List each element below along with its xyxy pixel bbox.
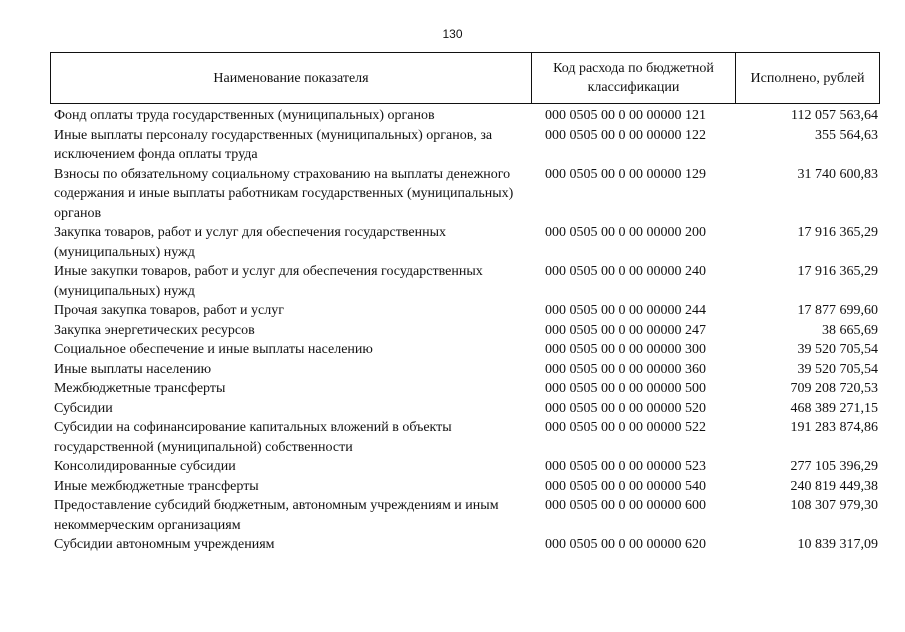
row-code: 000 0505 00 0 00 00000 600 xyxy=(545,498,706,513)
row-executed: 17 916 365,29 xyxy=(797,264,878,279)
row-code: 000 0505 00 0 00 00000 121 xyxy=(545,108,706,123)
row-code: 000 0505 00 0 00 00000 200 xyxy=(545,225,706,240)
row-name: Взносы по обязательному социальному страхованию на выплаты денежного содержания и иные выплаты работникам государственных (муниципальных) органов xyxy=(54,166,514,221)
row-name: Закупка товаров, работ и услуг для обеспечения государственных (муниципальных) нужд xyxy=(54,225,447,260)
row-name: Субсидии на софинансирование капитальных вложений в объекты государственной (муниципальной) собственности xyxy=(54,420,452,455)
table-row xyxy=(50,321,880,341)
row-code: 000 0505 00 0 00 00000 247 xyxy=(545,322,706,338)
table-row xyxy=(50,223,880,262)
row-code: 000 0505 00 0 00 00000 620 xyxy=(545,537,706,552)
row-code: 000 0505 00 0 00 00000 520 xyxy=(545,400,706,416)
row-executed: 277 105 396,29 xyxy=(790,459,878,474)
row-code: 000 0505 00 0 00 00000 244 xyxy=(545,303,706,318)
row-code: 000 0505 00 0 00 00000 122 xyxy=(545,127,706,143)
row-executed: 17 877 699,60 xyxy=(797,303,878,318)
table-row xyxy=(50,457,880,477)
row-name: Субсидии автономным учреждениям xyxy=(54,537,275,552)
row-name: Иные закупки товаров, работ и услуг для обеспечения государственных (муниципальных) нужд xyxy=(54,264,483,299)
page-number: 130 xyxy=(442,27,463,41)
row-code: 000 0505 00 0 00 00000 129 xyxy=(545,166,706,182)
row-name: Иные выплаты населению xyxy=(54,361,212,377)
row-code: 000 0505 00 0 00 00000 240 xyxy=(545,264,706,279)
table-row xyxy=(50,301,880,321)
row-executed: 31 740 600,83 xyxy=(797,166,878,182)
row-name: Межбюджетные трансферты xyxy=(54,381,226,396)
row-code: 000 0505 00 0 00 00000 500 xyxy=(545,381,706,396)
row-name: Социальное обеспечение и иные выплаты населению xyxy=(54,342,373,357)
row-name: Закупка энергетических ресурсов xyxy=(54,322,255,338)
row-code: 000 0505 00 0 00 00000 523 xyxy=(545,459,706,474)
row-code: 000 0505 00 0 00 00000 540 xyxy=(545,478,706,494)
row-name: Субсидии xyxy=(54,400,113,416)
row-name: Иные межбюджетные трансферты xyxy=(54,478,259,494)
header-name: Наименование показателя xyxy=(51,53,532,103)
row-executed: 39 520 705,54 xyxy=(797,361,878,377)
table-row xyxy=(50,379,880,399)
row-executed: 108 307 979,30 xyxy=(790,498,878,513)
row-name: Предоставление субсидий бюджетным, автономным учреждениям и иным некоммерческим организациям xyxy=(54,498,499,533)
table-row xyxy=(50,535,880,555)
row-code: 000 0505 00 0 00 00000 300 xyxy=(545,342,706,357)
row-executed: 468 389 271,15 xyxy=(790,400,878,416)
table-body xyxy=(50,106,880,555)
header-code: Код расхода по бюджетной классификации xyxy=(532,53,736,103)
row-name: Фонд оплаты труда государственных (муниципальных) органов xyxy=(54,108,435,123)
row-name: Консолидированные субсидии xyxy=(54,459,236,474)
table-row xyxy=(50,262,880,301)
row-executed: 191 283 874,86 xyxy=(790,420,878,435)
table-row xyxy=(50,477,880,497)
table-row xyxy=(50,496,880,535)
row-executed: 38 665,69 xyxy=(822,322,878,338)
row-name: Прочая закупка товаров, работ и услуг xyxy=(54,303,284,318)
header-executed: Исполнено, рублей xyxy=(750,70,865,86)
row-executed: 709 208 720,53 xyxy=(790,381,878,396)
row-code: 000 0505 00 0 00 00000 522 xyxy=(545,420,706,435)
row-executed: 112 057 563,64 xyxy=(791,108,878,123)
row-executed: 355 564,63 xyxy=(815,127,878,143)
table-row xyxy=(50,418,880,457)
table-row xyxy=(50,399,880,419)
row-executed: 10 839 317,09 xyxy=(797,537,878,552)
row-executed: 240 819 449,38 xyxy=(790,478,878,494)
table-row xyxy=(50,340,880,360)
table-row xyxy=(50,126,880,165)
row-code: 000 0505 00 0 00 00000 360 xyxy=(545,361,706,377)
row-executed: 17 916 365,29 xyxy=(797,225,878,240)
table-row xyxy=(50,165,880,224)
row-name: Иные выплаты персоналу государственных (муниципальных) органов, за исключением фонда оплаты труда xyxy=(54,127,493,162)
row-executed: 39 520 705,54 xyxy=(797,342,878,357)
table-header xyxy=(50,52,880,104)
table-row xyxy=(50,360,880,380)
table-row xyxy=(50,106,880,126)
